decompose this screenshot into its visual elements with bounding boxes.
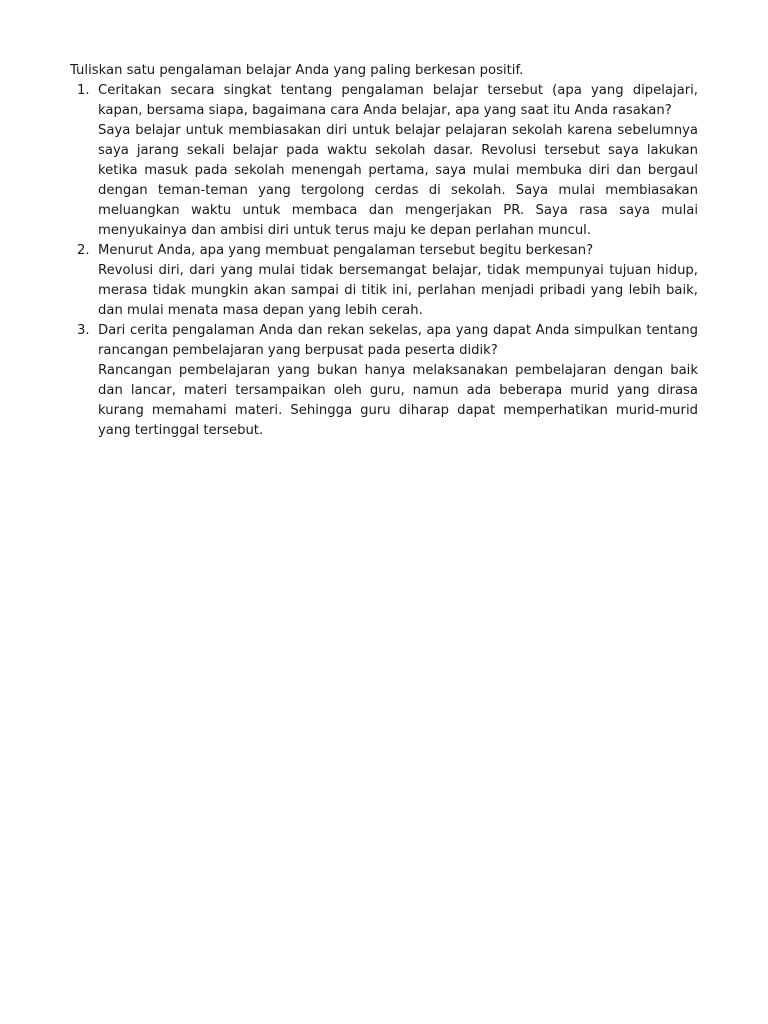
question-text: Ceritakan secara singkat tentang pengalaman belajar tersebut (apa yang dipelajari, kapan, bersama siapa, bagaimana cara Anda belajar, apa yang saat itu Anda rasakan? <box>98 83 698 118</box>
list-item-3 <box>70 321 698 441</box>
item-number: 2. <box>77 243 90 258</box>
list-item-2 <box>70 241 698 321</box>
question-text: Menurut Anda, apa yang membuat pengalaman tersebut begitu berkesan? <box>98 243 594 258</box>
answer-text: Rancangan pembelajaran yang bukan hanya melaksanakan pembelajaran dengan baik dan lancar, materi tersampaikan oleh guru, namun ada beberapa murid yang dirasa kurang memahami materi. Sehingga guru diharap dapat memperhatikan murid-murid yang tertinggal tersebut. <box>98 363 698 438</box>
intro-heading: Tuliskan satu pengalaman belajar Anda yang paling berkesan positif. <box>70 63 524 78</box>
question-text: Dari cerita pengalaman Anda dan rekan sekelas, apa yang dapat Anda simpulkan tentang rancangan pembelajaran yang berpusat pada peserta didik? <box>98 323 698 358</box>
question-list <box>70 81 698 441</box>
answer-text: Saya belajar untuk membiasakan diri untuk belajar pelajaran sekolah karena sebelumnya saya jarang sekali belajar pada waktu sekolah dasar. Revolusi tersebut saya lakukan ketika masuk pada sekolah menengah pertama, saya mulai membuka diri dan bergaul dengan teman-teman yang tergolong cerdas di sekolah. Saya mulai membiasakan meluangkan waktu untuk membaca dan mengerjakan PR. Saya rasa saya mulai menyukainya dan ambisi diri untuk terus maju ke depan perlahan muncul. <box>98 123 698 238</box>
item-number: 1. <box>77 83 90 98</box>
document-page <box>70 61 698 441</box>
answer-text: Revolusi diri, dari yang mulai tidak bersemangat belajar, tidak mempunyai tujuan hidup, merasa tidak mungkin akan sampai di titik ini, perlahan menjadi pribadi yang lebih baik, dan mulai menata masa depan yang lebih cerah. <box>98 263 698 318</box>
item-number: 3. <box>77 323 90 338</box>
list-item-1 <box>70 81 698 241</box>
